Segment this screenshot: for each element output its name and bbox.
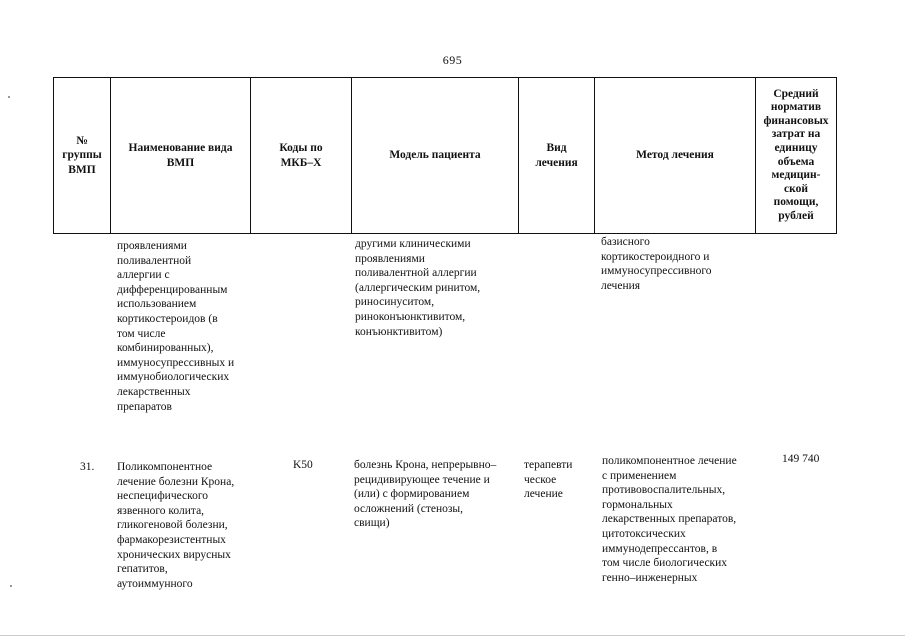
header-vmp-name: Наименование вида ВМП bbox=[110, 78, 250, 233]
header-treatment-method: Метод лечения bbox=[594, 78, 755, 233]
header-treatment-type: Вид лечения bbox=[518, 78, 594, 233]
row-31-treatment-method: поликомпонентное лечение с применением противовоспалительных, гормональных лекарственных препаратов, цитотоксических иммунодепрессантов, в том числе биологических генно–инженерных bbox=[602, 455, 737, 584]
continued-vmp-name: проявлениями поливалентной аллергии с дифференцированным использованием кортикостероидов (в том числе комбинированных), иммуносупрессивных и иммунобиологических лекарственных препаратов bbox=[117, 240, 235, 413]
header-icd-codes: Коды по МКБ–Х bbox=[250, 78, 351, 233]
row-31-treatment-type: терапевти ческое лечение bbox=[524, 459, 573, 501]
scan-edge-line bbox=[0, 635, 905, 636]
header-average-cost: Средний норматив финансовых затрат на единицу объема медицин- ской помощи, рублей bbox=[755, 78, 836, 233]
scan-speck bbox=[10, 585, 12, 587]
row-31-number: 31. bbox=[80, 461, 95, 473]
header-group-number: № группы ВМП bbox=[62, 135, 102, 176]
scan-speck bbox=[8, 96, 10, 98]
row-31-icd-code: K50 bbox=[293, 459, 313, 471]
row-31-patient-model: болезнь Крона, непрерывно– рецидивирующее течение и (или) с формированием осложнений (стенозы, свищи) bbox=[354, 459, 497, 530]
continued-treatment-method: базисного кортикостероидного и иммуносупрессивного лечения bbox=[601, 236, 712, 292]
page-number: 695 bbox=[442, 53, 463, 67]
table-header bbox=[53, 77, 837, 234]
row-31-average-cost: 149 740 bbox=[782, 453, 820, 465]
continued-patient-model: другими клиническими проявлениями поливалентной аллергии (аллергическим ринитом, риносинуситом, риноконъюнктивитом, конъюнктивитом) bbox=[355, 238, 481, 338]
row-31-vmp-name: Поликомпонентное лечение болезни Крона, неспецифического язвенного колита, гликогеновой болезни, фармакорезистентных хронических вирусных гепатитов, аутоиммунного bbox=[117, 461, 235, 590]
header-patient-model: Модель пациента bbox=[351, 78, 518, 233]
